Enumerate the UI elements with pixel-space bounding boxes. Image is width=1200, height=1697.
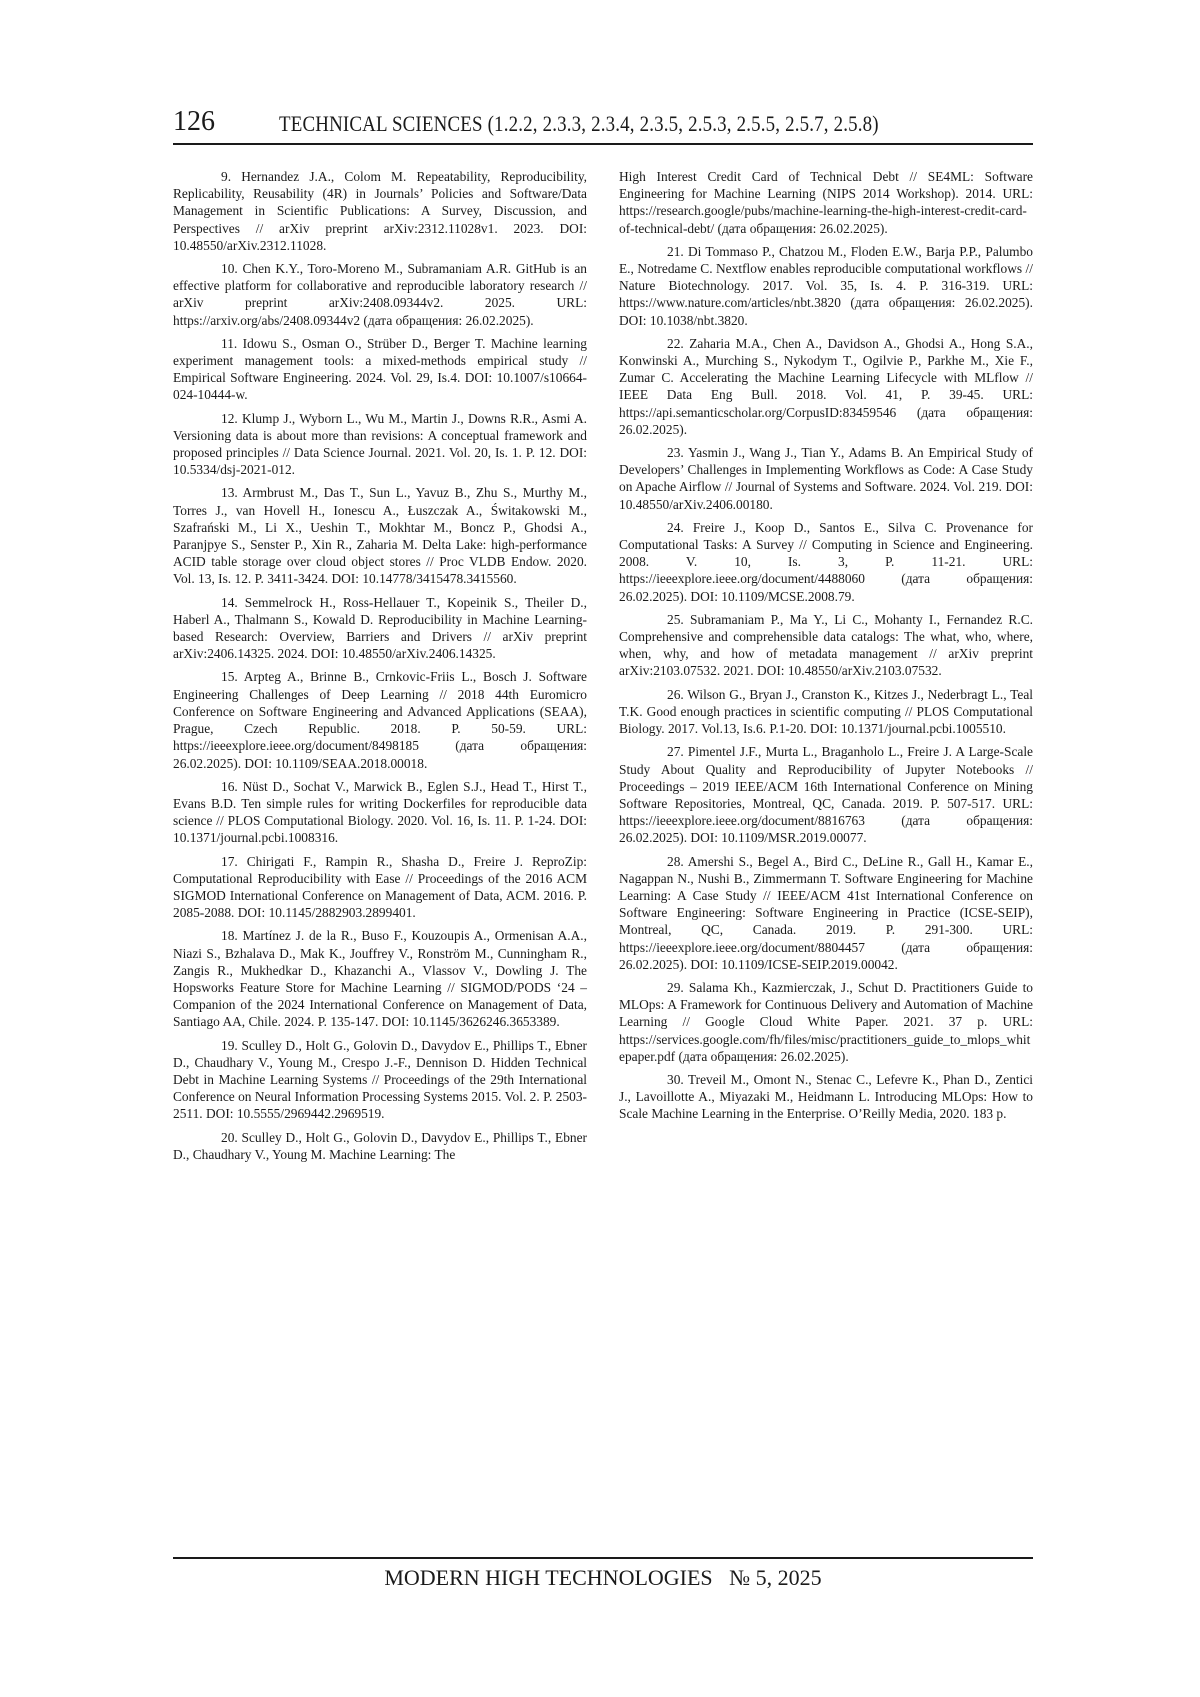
reference-item: 9. Hernandez J.A., Colom M. Repeatability, Reproducibility, Replicability, Reusability (4R) in Journals’ Policies and Software/Data Management in Scientific Publications: A Survey, Discussion, and Perspectives // arXiv preprint arXiv:2312.11028v1. 2023. DOI: 10.48550/arXiv.2312.11028. [173, 169, 587, 253]
reference-item: 15. Arpteg A., Brinne B., Crnkovic-Friis L., Bosch J. Software Engineering Challenges of Deep Learning // 2018 44th Euromicro Conference on Software Engineering and Advanced Applications (SEAA), Prague, Czech Republic. 2018. P. 50-59. URL: https://ieeexplore.ieee.org/document/8498185 (дата обращения: 26.02.2025). DOI: 10.1109/SEAA.2018.00018. [173, 669, 587, 771]
reference-item: 24. Freire J., Koop D., Santos E., Silva C. Provenance for Computational Tasks: A Survey // Computing in Science and Engineering. 2008. V. 10, Is. 3, P. 11-21. URL: https://ieeexplore.ieee.org/document/4488060 (дата обращения: 26.02.2025). DOI: 10.1109/MCSE.2008.79. [619, 519, 1033, 604]
reference-item: 29. Salama Kh., Kazmierczak, J., Schut D. Practitioners Guide to MLOps: A Framework for Continuous Delivery and Automation of Machine Learning // Google Cloud White Paper. 2021. 37 p. URL: https://services.google.com/fh/files/misc/practitioners_guide_to_mlops_whitepaper.pdf (дата обращения: 26.02.2025). [619, 979, 1033, 1064]
page-number: 126 [173, 106, 215, 137]
reference-item: 11. Idowu S., Osman O., Strüber D., Berger T. Machine learning experiment management tools: a mixed-methods empirical study // Empirical Software Engineering. 2024. Vol. 29, Is.4. DOI: 10.1007/s10664-024-10444-w. [173, 335, 587, 403]
reference-item: 13. Armbrust M., Das T., Sun L., Yavuz B., Zhu S., Murthy M., Torres J., van Hovell H., Ionescu A., Łuszczak A., Świtakowski M., Szafrański M., Li X., Ueshin T., Mokhtar M., Boncz P., Ghodsi A., Paranjpye S., Senster P., Xin R., Zaharia M. Delta Lake: high-performance ACID table storage over cloud object stores // Proc VLDB Endow. 2020. Vol. 13, Is. 12. P. 3411-3424. DOI: 10.14778/3415478.3415560. [173, 485, 587, 587]
reference-item: 21. Di Tommaso P., Chatzou M., Floden E.W., Barja P.P., Palumbo E., Notredame C. Nextflow enables reproducible computational workflows // Nature Biotechnology. 2017. Vol. 35, Is. 4. P. 316-319. URL: https://www.nature.com/articles/nbt.3820 (дата обращения: 26.02.2025). DOI: 10.1038/nbt.3820. [619, 243, 1033, 328]
reference-column-left [173, 168, 587, 1169]
journal-footer-title: MODERN HIGH TECHNOLOGIES № 5, 2025 [384, 1565, 822, 1590]
reference-item: 28. Amershi S., Begel A., Bird C., DeLine R., Gall H., Kamar E., Nagappan N., Nushi B., Zimmermann T. Software Engineering for Machine Learning: A Case Study // IEEE/ACM 41st International Conference on Software Engineering: Software Engineering in Practice (ICSE-SEIP), Montreal, QC, Canada. 2019. P. 291-300. URL: https://ieeexplore.ieee.org/document/8804457 (дата обращения: 26.02.2025). DOI: 10.1109/ICSE-SEIP.2019.00042. [619, 853, 1033, 972]
reference-item: 25. Subramaniam P., Ma Y., Li C., Mohanty I., Fernandez R.C. Comprehensive and comprehensible data catalogs: The what, who, where, when, why, and how of metadata management // arXiv preprint arXiv:2103.07532. 2021. DOI: 10.48550/arXiv.2103.07532. [619, 611, 1033, 679]
reference-item: 22. Zaharia M.A., Chen A., Davidson A., Ghodsi A., Hong S.A., Konwinski A., Murching S., Nykodym T., Ogilvie P., Parkhe M., Xie F., Zumar C. Accelerating the Machine Learning Lifecycle with MLflow // IEEE Data Eng Bull. 2018. Vol. 41, P. 39-45. URL: https://api.semanticscholar.org/CorpusID:83459546 (дата обращения: 26.02.2025). [619, 335, 1033, 437]
reference-item: 10. Chen K.Y., Toro-Moreno M., Subramaniam A.R. GitHub is an effective platform for collaborative and reproducible laboratory research // arXiv preprint arXiv:2408.09344v2. 2025. URL: https://arxiv.org/abs/2408.09344v2 (дата обращения: 26.02.2025). [173, 261, 587, 328]
reference-item: 12. Klump J., Wyborn L., Wu M., Martin J., Downs R.R., Asmi A. Versioning data is about more than revisions: A conceptual framework and proposed principles // Data Science Journal. 2021. Vol. 20, Is. 1. P. 12. DOI: 10.5334/dsj-2021-012. [173, 410, 587, 478]
reference-item: 26. Wilson G., Bryan J., Cranston K., Kitzes J., Nederbragt L., Teal T.K. Good enough practices in scientific computing // PLOS Computational Biology. 2017. Vol.13, Is.6. P.1-20. DOI: 10.1371/journal.pcbi.1005510. [619, 686, 1033, 737]
reference-column-right [619, 168, 1033, 1129]
reference-item: 30. Treveil M., Omont N., Stenac C., Lefevre K., Phan D., Zentici J., Lavoillotte A., Miyazaki M., Heidmann L. Introducing MLOps: How to Scale Machine Learning in the Enterprise. O’Reilly Media, 2020. 183 p. [619, 1071, 1033, 1122]
running-title: TECHNICAL SCIENCES (1.2.2, 2.3.3, 2.3.4, 2.3.5, 2.5.3, 2.5.5, 2.5.7, 2.5.8) [279, 111, 879, 136]
reference-item: 17. Chirigati F., Rampin R., Shasha D., Freire J. ReproZip: Computational Reproducibility with Ease // Proceedings of the 2016 ACM SIGMOD International Conference on Management of Data, ACM. 2016. P. 2085-2088. DOI: 10.1145/2882903.2899401. [173, 853, 587, 921]
reference-item: 23. Yasmin J., Wang J., Tian Y., Adams B. An Empirical Study of Developers’ Challenges in Implementing Workflows as Code: A Case Study on Apache Airflow // Journal of Systems and Software. 2024. Vol. 219. DOI: 10.48550/arXiv.2406.00180. [619, 445, 1033, 512]
reference-item: 19. Sculley D., Holt G., Golovin D., Davydov E., Phillips T., Ebner D., Chaudhary V., Young M., Crespo J.-F., Dennison D. Hidden Technical Debt in Machine Learning Systems // Proceedings of the 29th International Conference on Neural Information Processing Systems 2015. Vol. 2. P. 2503-2511. DOI: 10.5555/2969442.2969519. [173, 1037, 587, 1122]
reference-item: 20. Sculley D., Holt G., Golovin D., Davydov E., Phillips T., Ebner D., Chaudhary V., Young M. Machine Learning: The [173, 1129, 587, 1162]
page-header [173, 103, 1033, 145]
reference-item: 14. Semmelrock H., Ross-Hellauer T., Kopeinik S., Theiler D., Haberl A., Thalmann S., Kowald D. Reproducibility in Machine Learning-based Research: Overview, Barriers and Drivers // arXiv preprint arXiv:2406.14325. 2024. DOI: 10.48550/arXiv.2406.14325. [173, 594, 587, 662]
reference-item: 27. Pimentel J.F., Murta L., Braganholo L., Freire J. A Large-Scale Study About Quality and Reproducibility of Jupyter Notebooks // Proceedings – 2019 IEEE/ACM 16th International Conference on Mining Software Repositories, Montreal, QC, Canada. 2019. P. 507-517. URL: https://ieeexplore.ieee.org/document/8816763 (дата обращения: 26.02.2025). DOI: 10.1109/MSR.2019.00077. [619, 744, 1033, 846]
reference-item: 16. Nüst D., Sochat V., Marwick B., Eglen S.J., Head T., Hirst T., Evans B.D. Ten simple rules for writing Dockerfiles for reproducible data science // PLOS Computational Biology. 2020. Vol. 16, Is. 11. P. 1-24. DOI: 10.1371/journal.pcbi.1008316. [173, 778, 587, 846]
page-footer [173, 1557, 1033, 1599]
reference-item-continued: High Interest Credit Card of Technical Debt // SE4ML: Software Engineering for Machine Learning (NIPS 2014 Workshop). 2014. URL: https://research.google/pubs/machine-learning-the-high-interest-credit-card-of-technical-debt/ (дата обращения: 26.02.2025). [619, 169, 1033, 236]
reference-item: 18. Martínez J. de la R., Buso F., Kouzoupis A., Ormenisan A.A., Niazi S., Bzhalava D., Mak K., Jouffrey V., Ronström M., Cunningham R., Zangis R., Mukhedkar D., Khazanchi A., Vlassov V., Dowling J. The Hopsworks Feature Store for Machine Learning // SIGMOD/PODS ‘24 – Companion of the 2024 International Conference on Management of Data, Santiago AA, Chile. 2024. P. 135-147. DOI: 10.1145/3626246.3653389. [173, 928, 587, 1030]
